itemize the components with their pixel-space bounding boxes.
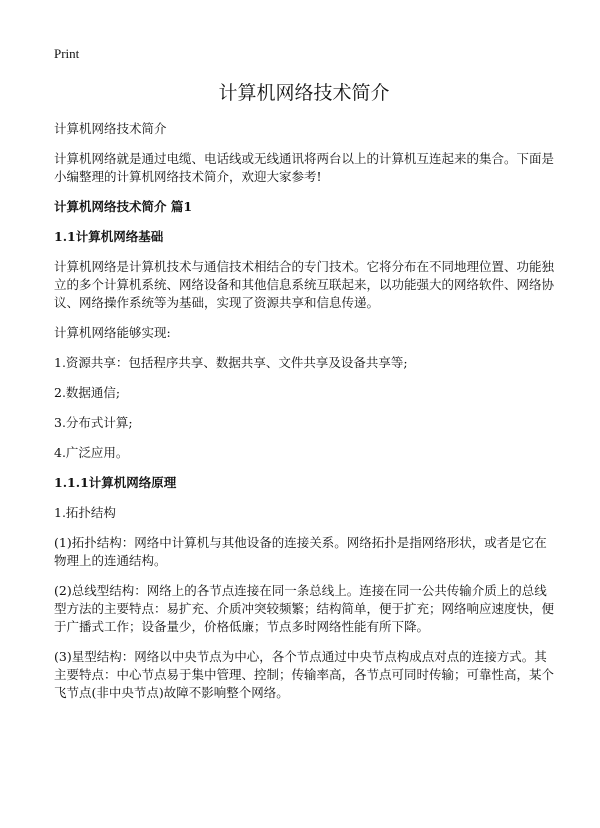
capability-intro: 计算机网络能够实现: [54,325,171,340]
topology-paragraph: (2)总线型结构：网络上的各节点连接在同一条总线上。连接在同一公共传输介质上的总线型方法的主要特点：易扩充、介质冲突较频繁；结构简单，便于扩充；网络响应速度快，便于广播式工作；设备量少，价格低廉；节点多时网络性能有所下降。 [54,583,555,634]
page-title: 计算机网络技术简介 [218,82,390,104]
network-basics-paragraph: 计算机网络是计算机技术与通信技术相结合的专门技术。它将分布在不同地理位置、功能独立的多个计算机系统、网络设备和其他信息系统互联起来，以功能强大的网络软件、网络协议、网络操作系统等为基础，实现了资源共享和信息传递。 [54,259,555,310]
topology-paragraph: (1)拓扑结构：网络中计算机与其他设备的连接关系。网络拓扑是指网络形状，或者是它在物理上的连通结构。 [54,535,547,568]
document-subtitle: 计算机网络技术简介 [54,121,167,136]
capability-item: 1.资源共享：包括程序共享、数据共享、文件共享及设备共享等; [54,355,408,370]
print-label: Print [54,46,80,61]
heading-network-principles: 1.1.1计算机网络原理 [54,475,177,490]
capability-item: 4.广泛应用。 [54,445,129,460]
topology-title: 1.拓扑结构 [54,505,116,520]
section-title: 计算机网络技术简介 篇1 [54,199,193,214]
heading-network-basics: 1.1计算机网络基础 [54,229,164,244]
intro-paragraph: 计算机网络就是通过电缆、电话线或无线通讯将两台以上的计算机互连起来的集合。下面是小编整理的计算机网络技术简介，欢迎大家参考! [54,151,555,184]
topology-paragraph: (3)星型结构：网络以中央节点为中心，各个节点通过中央节点构成点对点的连接方式。其主要特点：中心节点易于集中管理、控制；传输率高，各节点可同时传输；可靠性高，某个飞节点(非中央节点)故障不影响整个网络。 [54,649,555,700]
capability-item: 2.数据通信; [54,385,121,400]
capability-item: 3.分布式计算; [54,415,133,430]
